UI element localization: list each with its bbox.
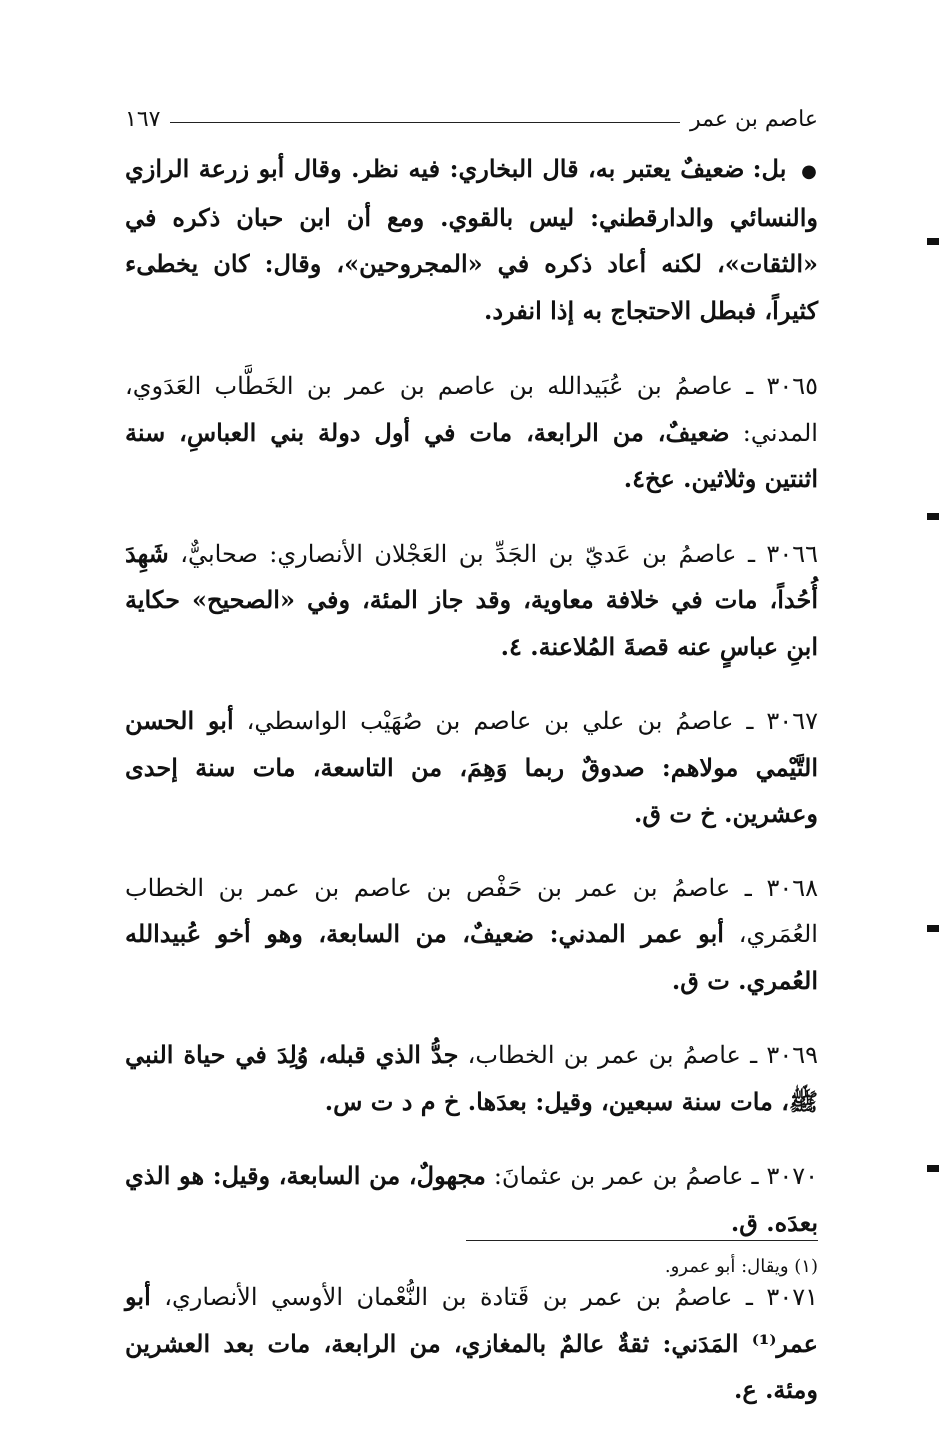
entry-description: ضعيفٌ، من الرابعة، مات في أول دولة بني العباسِ، سنة اثنتين وثلاثين. عخ٤. [125,417,818,493]
entry-description: أبو عمر المدني: ضعيفٌ، من السابعة، وهو أخو عُبيدالله العُمري. ت ق. [125,919,818,995]
biography-entry [125,364,818,503]
entry-number: ٣٠٦٧ ـ [746,707,818,735]
page-edge-mark [927,513,939,520]
entry-number: ٣٠٦٩ ـ [750,1041,818,1069]
page-number: ١٦٧ [125,106,161,132]
entry-name: عاصمُ بن عُبَيدالله بن عاصم بن عمر بن الخَطَّاب العَدَوي، المدني: [125,372,818,447]
entry-name: عاصمُ بن عَديّ بن الجَدِّ بن العَجْلان الأنصاري: صحابيٌّ، [180,539,737,568]
entry-number: ٣٠٦٨ ـ [744,873,818,902]
running-header [125,104,818,134]
entry-name: عاصمُ بن عمر بن الخطاب، [467,1041,741,1069]
biography-entry [125,1032,818,1125]
footnote: (١) ويقال: أبو عمرو. [664,1256,818,1277]
entry-description: مجهولٌ، من السابعة، وقيل: هو الذي بعدَه. ق. [125,1161,818,1237]
page-edge-mark [927,1165,939,1172]
entry-description: أبو عمر⁽¹⁾ المَدَني: ثقةٌ عالمٌ بالمغازي، من الرابعة، مات بعد العشرين ومئة. ع. [125,1282,818,1404]
header-rule [170,122,680,123]
biography-entry [125,1274,818,1414]
entry-number: ٣٠٧١ ـ [745,1283,818,1311]
entry-name: عاصمُ بن عمر بن حَفْص بن عاصم بن عمر بن الخطاب العُمَري، [125,873,818,948]
header-title: عاصم بن عمر [690,106,818,132]
page-edge-mark [927,238,939,245]
body-text [125,146,818,1442]
biography-entry [125,698,818,838]
biography-entry [125,531,818,671]
footnote-rule [466,1240,818,1241]
entry-name: عاصمُ بن عمر بن عثمانَ: [493,1162,744,1190]
entry-description: أبو الحسن التَّيْمي مولاهم: صدوقٌ ربما وَهِمَ، من التاسعة، مات سنة إحدى وعشرين. خ ت ق. [125,706,818,828]
entry-number: ٣٠٦٥ ـ [746,372,818,400]
page-edge-mark [927,925,939,932]
bullet-icon: ● [801,161,819,182]
entry-name: عاصمُ بن عمر بن قَتادة بن النُّعْمان الأوسي الأنصاري، [164,1283,733,1311]
entry-description: جدُّ الذي قبله، وُلِدَ في حياة النبي ﷺ، مات سنة سبعين، وقيل: بعدَها. خ م د ت س. [125,1040,818,1116]
entry-description: بل: ضعيفٌ يعتبر به، قال البخاري: فيه نظر. وقال أبو زرعة الرازي والنسائي والدارقطني: ليس بالقوي. ومع أن ابن حبان ذكره في «الثقات»، لكنه أعاد ذكره في «المجروحين»، وقال: كان يخطىء كثيراً، فبطل الاحتجاج به إذا انفرد. [125,154,818,325]
entry-number: ٣٠٧٠ ـ [751,1162,818,1190]
biography-entry [125,866,818,1005]
continuation-paragraph [125,146,818,334]
biography-entry [125,1153,818,1246]
entry-number: ٣٠٦٦ ـ [747,539,818,568]
entry-description: شَهِدَ أُحُداً، مات في خلافة معاوية، وقد جاز المئة، وفي «الصحيح» حكاية ابنِ عباسٍ عنه قصةَ المُلاعنة. ٤. [125,538,818,661]
entry-name: عاصمُ بن علي بن عاصم بن صُهَيْب الواسطي، [246,707,734,735]
